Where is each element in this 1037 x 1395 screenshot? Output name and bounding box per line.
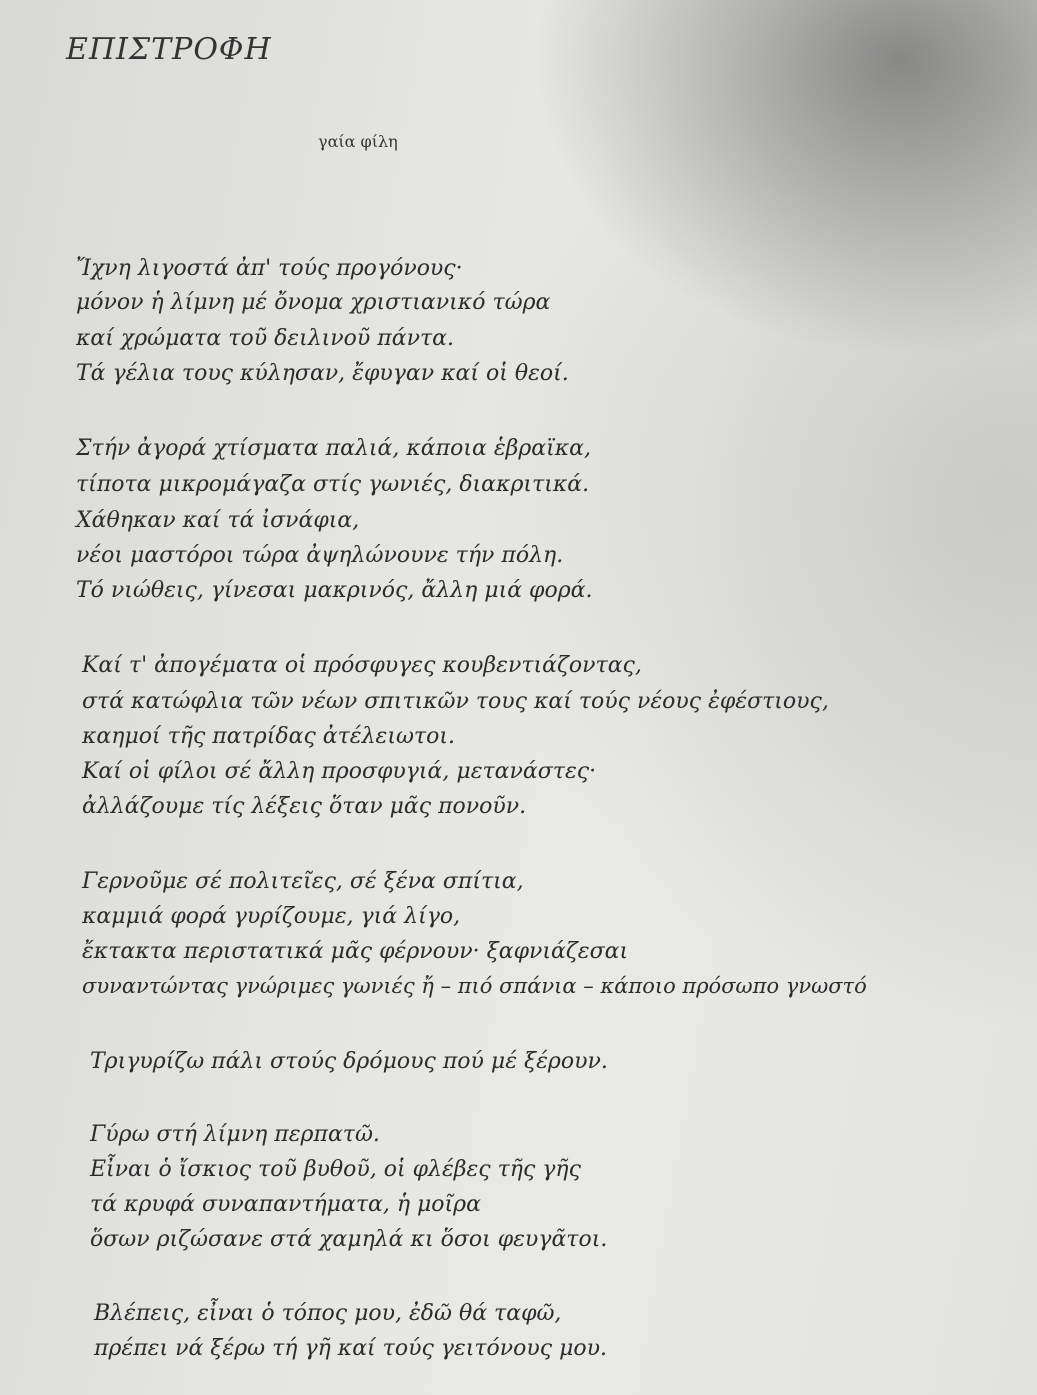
poem-title: ΕΠΙΣΤΡΟΦΗ: [66, 32, 272, 67]
poem-line: Ἴχνη λιγοστά ἀπ' τούς προγόνους·: [76, 256, 463, 281]
poem-dedication: γαία φίλη: [318, 132, 398, 151]
poem-line: ἔκτακτα περιστατικά μᾶς φέρνουν· ξαφνιάζεσαι: [82, 939, 629, 964]
poem-line: νέοι μαστόροι τώρα ἀψηλώνουνε τήν πόλη.: [76, 543, 564, 568]
poem-line: Καί τ' ἀπογέματα οἱ πρόσφυγες κουβεντιάζοντας,: [82, 653, 642, 678]
poem-line: συναντώντας γνώριμες γωνιές ἤ – πιό σπάνια – κάποιο πρόσωπο γνωστό: [82, 974, 867, 998]
poem-line: Καί οἱ φίλοι σέ ἄλλη προσφυγιά, μετανάστες·: [82, 759, 597, 784]
poem-line: τίποτα μικρομάγαζα στίς γωνιές, διακριτικά.: [76, 472, 590, 497]
poem-line: Τά γέλια τους κύλησαν, ἔφυγαν καί οἱ θεοί.: [76, 361, 569, 386]
poem-line: πρέπει νά ξέρω τή γῆ καί τούς γειτόνους μου.: [94, 1336, 607, 1361]
poem-line: ἀλλάζουμε τίς λέξεις ὅταν μᾶς πονοῦν.: [82, 794, 527, 819]
poem-line: Στήν ἀγορά χτίσματα παλιά, κάποια ἑβραϊκα,: [76, 436, 592, 461]
poem-line: Γύρω στή λίμνη περπατῶ.: [90, 1122, 380, 1147]
poem-line: τά κρυφά συναπαντήματα, ἡ μοῖρα: [90, 1192, 481, 1217]
poem-line: ὅσων ριζώσανε στά χαμηλά κι ὅσοι φευγᾶτοι.: [90, 1227, 608, 1252]
poem-line: καημοί τῆς πατρίδας ἀτέλειωτοι.: [82, 724, 455, 749]
poem-line: Βλέπεις, εἶναι ὁ τόπος μου, ἐδῶ θά ταφῶ,: [94, 1301, 562, 1326]
poem-line: Εἶναι ὁ ἴσκιος τοῦ βυθοῦ, οἱ φλέβες τῆς γῆς: [90, 1157, 581, 1182]
poem-line: Γερνοῦμε σέ πολιτεῖες, σέ ξένα σπίτια,: [82, 869, 524, 894]
poem-line: στά κατώφλια τῶν νέων σπιτικῶν τους καί τούς νέους ἐφέστιους,: [82, 689, 829, 714]
poem-line: καμμιά φορά γυρίζουμε, γιά λίγο,: [82, 904, 461, 929]
poem-line: Χάθηκαν καί τά ἰσνάφια,: [76, 508, 360, 533]
poem-line: καί χρώματα τοῦ δειλινοῦ πάντα.: [76, 326, 455, 351]
poem-line: Τριγυρίζω πάλι στούς δρόμους πού μέ ξέρουν.: [90, 1049, 608, 1074]
poem-line: μόνον ἡ λίμνη μέ ὄνομα χριστιανικό τώρα: [76, 290, 551, 315]
poem-line: Τό νιώθεις, γίνεσαι μακρινός, ἄλλη μιά φορά.: [76, 578, 593, 603]
